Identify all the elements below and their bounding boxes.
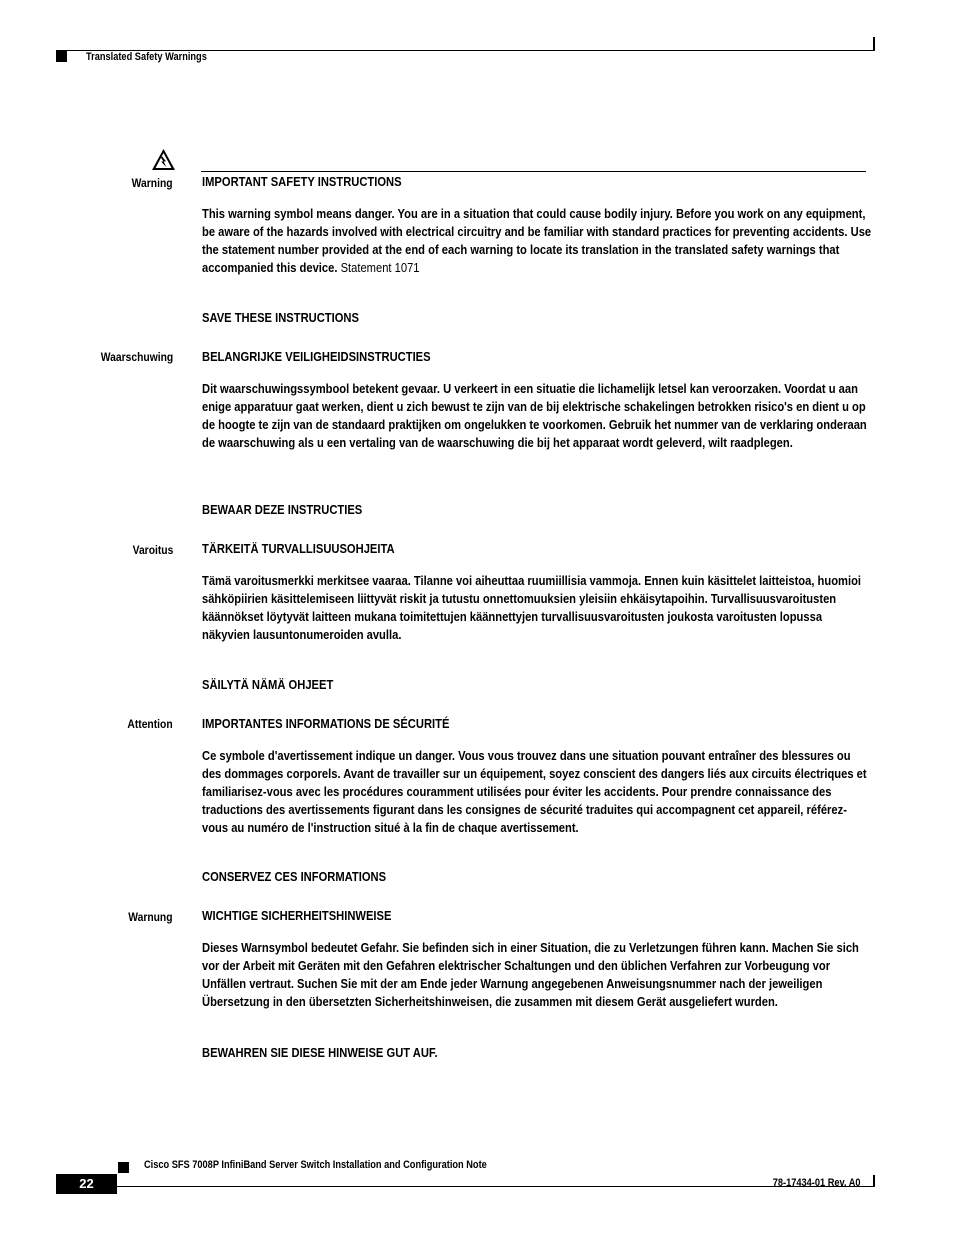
section-body: Tämä varoitusmerkki merkitsee vaaraa. Tilanne voi aiheuttaa ruumiillisia vammoja. Ennen kuin käsittelet laitteistoa, huomioi sähköpiirien käsittelemiseen liittyvät riskit ja tutustu onnettomuuksien yleisiin ehkäisytapoihin. Turvallisuusvaroitusten käännökset löytyvät laitteen mukana toimitettujen käännettyjen turvallisuusvaroitusten joukosta varoitusten lopussa näkyvien lausuntonumeroiden avulla. <box>202 573 862 642</box>
footer-edge-tick <box>873 1175 875 1187</box>
section-heading: IMPORTANT SAFETY INSTRUCTIONS <box>202 174 402 189</box>
warning-label: Warning <box>132 176 173 190</box>
warning-label: Varoitus <box>132 543 173 557</box>
section-closing: CONSERVEZ CES INFORMATIONS <box>202 869 387 884</box>
section-closing: BEWAHREN SIE DIESE HINWEISE GUT AUF. <box>202 1045 438 1060</box>
document-revision: 78-17434-01 Rev. A0 <box>773 1177 861 1189</box>
section-closing: SAVE THESE INSTRUCTIONS <box>202 310 359 325</box>
section-heading: BELANGRIJKE VEILIGHEIDSINSTRUCTIES <box>202 349 431 364</box>
section-body: Ce symbole d'avertissement indique un danger. Vous vous trouvez dans une situation pouvant entraîner des blessures ou des dommages corporels. Avant de travailler sur un équipement, soyez conscient des dangers liés aux circuits électriques et familiarisez-vous avec les procédures couramment utilisées pour éviter les accidents. Pour prendre connaissance des traductions des avertissements figurant dans les consignes de sécurité traduites qui accompagnent cet appareil, référez-vous au numéro de l'instruction situé à la fin de chaque avertissement. <box>202 748 867 835</box>
footer-marker <box>118 1162 129 1173</box>
statement-number: Statement 1071 <box>340 260 420 275</box>
section-body: Dit waarschuwingssymbool betekent gevaar. U verkeert in een situatie die lichamelijk letsel kan veroorzaken. Voordat u aan enige apparatuur gaat werken, dient u zich bewust te zijn van de bij elektrische schakelingen betrokken risico's en dient u op de hoogte te zijn van de standaard praktijken om ongelukken te voorkomen. Gebruik het nummer van de verklaring onderaan de waarschuwing als u een vertaling van de waarschuwing die bij het apparaat wordt geleverd, wilt raadplegen. <box>202 381 867 450</box>
running-header-title: Translated Safety Warnings <box>86 51 207 63</box>
section-heading: WICHTIGE SICHERHEITSHINWEISE <box>202 908 392 923</box>
section-closing: SÄILYTÄ NÄMÄ OHJEET <box>202 677 334 692</box>
warning-label: Attention <box>127 717 173 731</box>
section-heading: IMPORTANTES INFORMATIONS DE SÉCURITÉ <box>202 716 450 731</box>
section-body: Dieses Warnsymbol bedeutet Gefahr. Sie befinden sich in einer Situation, die zu Verletzungen führen kann. Machen Sie sich vor der Arbeit mit Geräten mit den Gefahren elektrischer Schaltungen und den üblichen Verfahren zur Vorbeugung vor Unfällen vertraut. Suchen Sie mit der am Ende jeder Warnung angegebenen Anweisungsnummer nach der jeweiligen Übersetzung in den übersetzten Sicherheitshinweisen, die zusammen mit diesem Gerät ausgeliefert wurden. <box>202 940 859 1009</box>
section-heading: TÄRKEITÄ TURVALLISUUSOHJEITA <box>202 541 395 556</box>
warning-label: Warnung <box>128 910 173 924</box>
warning-label: Waarschuwing <box>100 350 173 364</box>
header-marker <box>56 51 67 62</box>
footer-document-title: Cisco SFS 7008P InfiniBand Server Switch Installation and Configuration Note <box>144 1159 487 1171</box>
warning-triangle-icon <box>151 148 176 171</box>
warning-top-rule <box>201 171 866 172</box>
header-edge-tick <box>873 37 875 51</box>
section-body: This warning symbol means danger. You are in a situation that could cause bodily injury. Before you work on any equipment, be aware of the hazards involved with electrical circuitry and be familiar with standard practices for preventing accidents. Use the statement number provided at the end of each warning to locate its translation in the translated safety warnings that accompanied this device. Statement 1071 <box>202 206 872 275</box>
page-number: 22 <box>79 1176 94 1191</box>
section-closing: BEWAAR DEZE INSTRUCTIES <box>202 502 363 517</box>
page-number-box <box>56 1174 117 1194</box>
